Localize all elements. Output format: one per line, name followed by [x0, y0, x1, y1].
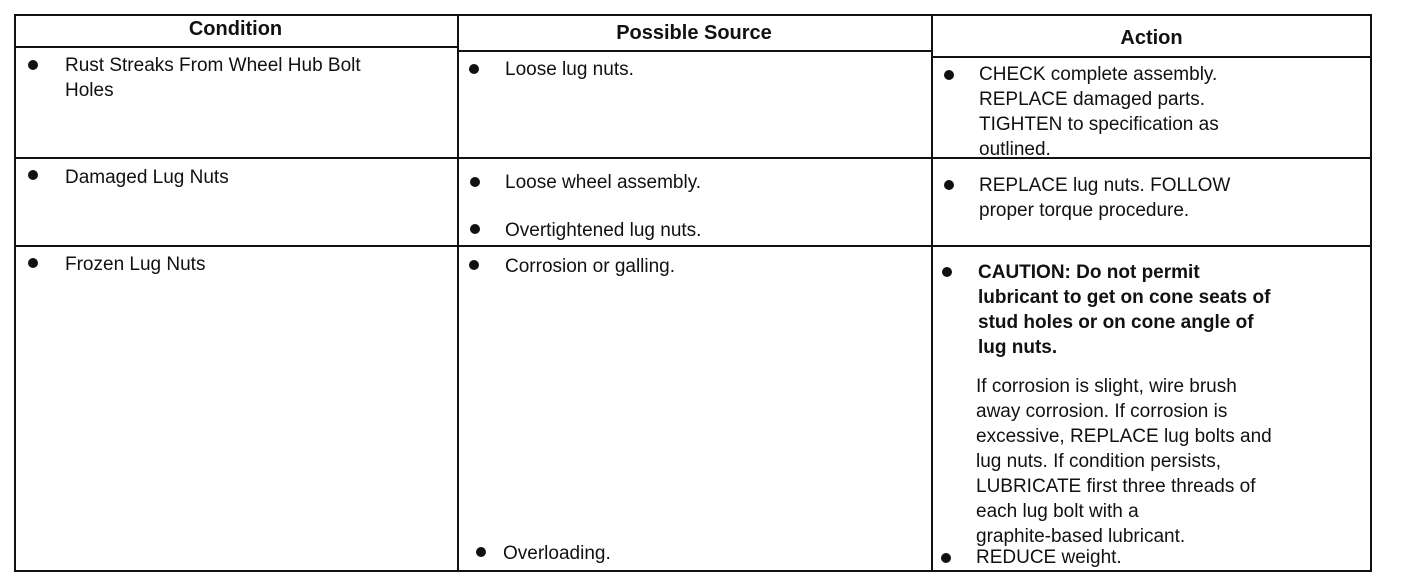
source-item: Overloading.: [503, 543, 611, 564]
bullet-icon: [28, 258, 38, 268]
bullet-icon: [28, 170, 38, 180]
condition-cell: Rust Streaks From Wheel Hub Bolt Holes: [65, 55, 361, 101]
header-condition: Condition: [188, 18, 283, 40]
table-right-border: [1370, 14, 1372, 572]
action-item: CHECK complete assembly. REPLACE damaged parts. TIGHTEN to specification as outlined.: [979, 64, 1219, 160]
condition-cell: Frozen Lug Nuts: [65, 254, 206, 275]
source-item: Loose lug nuts.: [505, 59, 634, 80]
bullet-icon: [470, 224, 480, 234]
bullet-icon: [941, 553, 951, 563]
bullet-icon: [476, 547, 486, 557]
action-item: REDUCE weight.: [976, 547, 1122, 568]
header-action: Action: [1120, 27, 1183, 49]
bullet-icon: [28, 60, 38, 70]
bullet-icon: [470, 177, 480, 187]
condition-cell: Damaged Lug Nuts: [65, 167, 229, 188]
table-top-border: [14, 14, 1372, 16]
bullet-icon: [469, 260, 479, 270]
header-divider: [457, 50, 931, 52]
bullet-icon: [942, 267, 952, 277]
bullet-icon: [944, 180, 954, 190]
header-possible-source: Possible Source: [616, 22, 772, 44]
table-bottom-border: [14, 570, 1372, 572]
column-divider: [457, 14, 459, 572]
action-item: REPLACE lug nuts. FOLLOW proper torque procedure.: [979, 175, 1231, 221]
header-divider: [14, 46, 457, 48]
source-item: Corrosion or galling.: [505, 256, 676, 277]
header-divider: [931, 56, 1372, 58]
column-divider: [931, 14, 933, 572]
source-item: Loose wheel assembly.: [505, 172, 702, 193]
table-left-border: [14, 14, 16, 572]
bullet-icon: [944, 70, 954, 80]
bullet-icon: [469, 64, 479, 74]
action-paragraph: If corrosion is slight, wire brush away corrosion. If corrosion is excessive, REPLACE lug bolts and lug nuts. If condition persists, LUBRICATE first three threads of each lug bolt with a graphite-based lubricant.: [976, 376, 1272, 547]
caution-note: CAUTION: Do not permit lubricant to get on cone seats of stud holes or on cone angle of lug nuts.: [978, 262, 1271, 358]
source-item: Overtightened lug nuts.: [505, 220, 702, 241]
row-divider: [14, 245, 1372, 247]
